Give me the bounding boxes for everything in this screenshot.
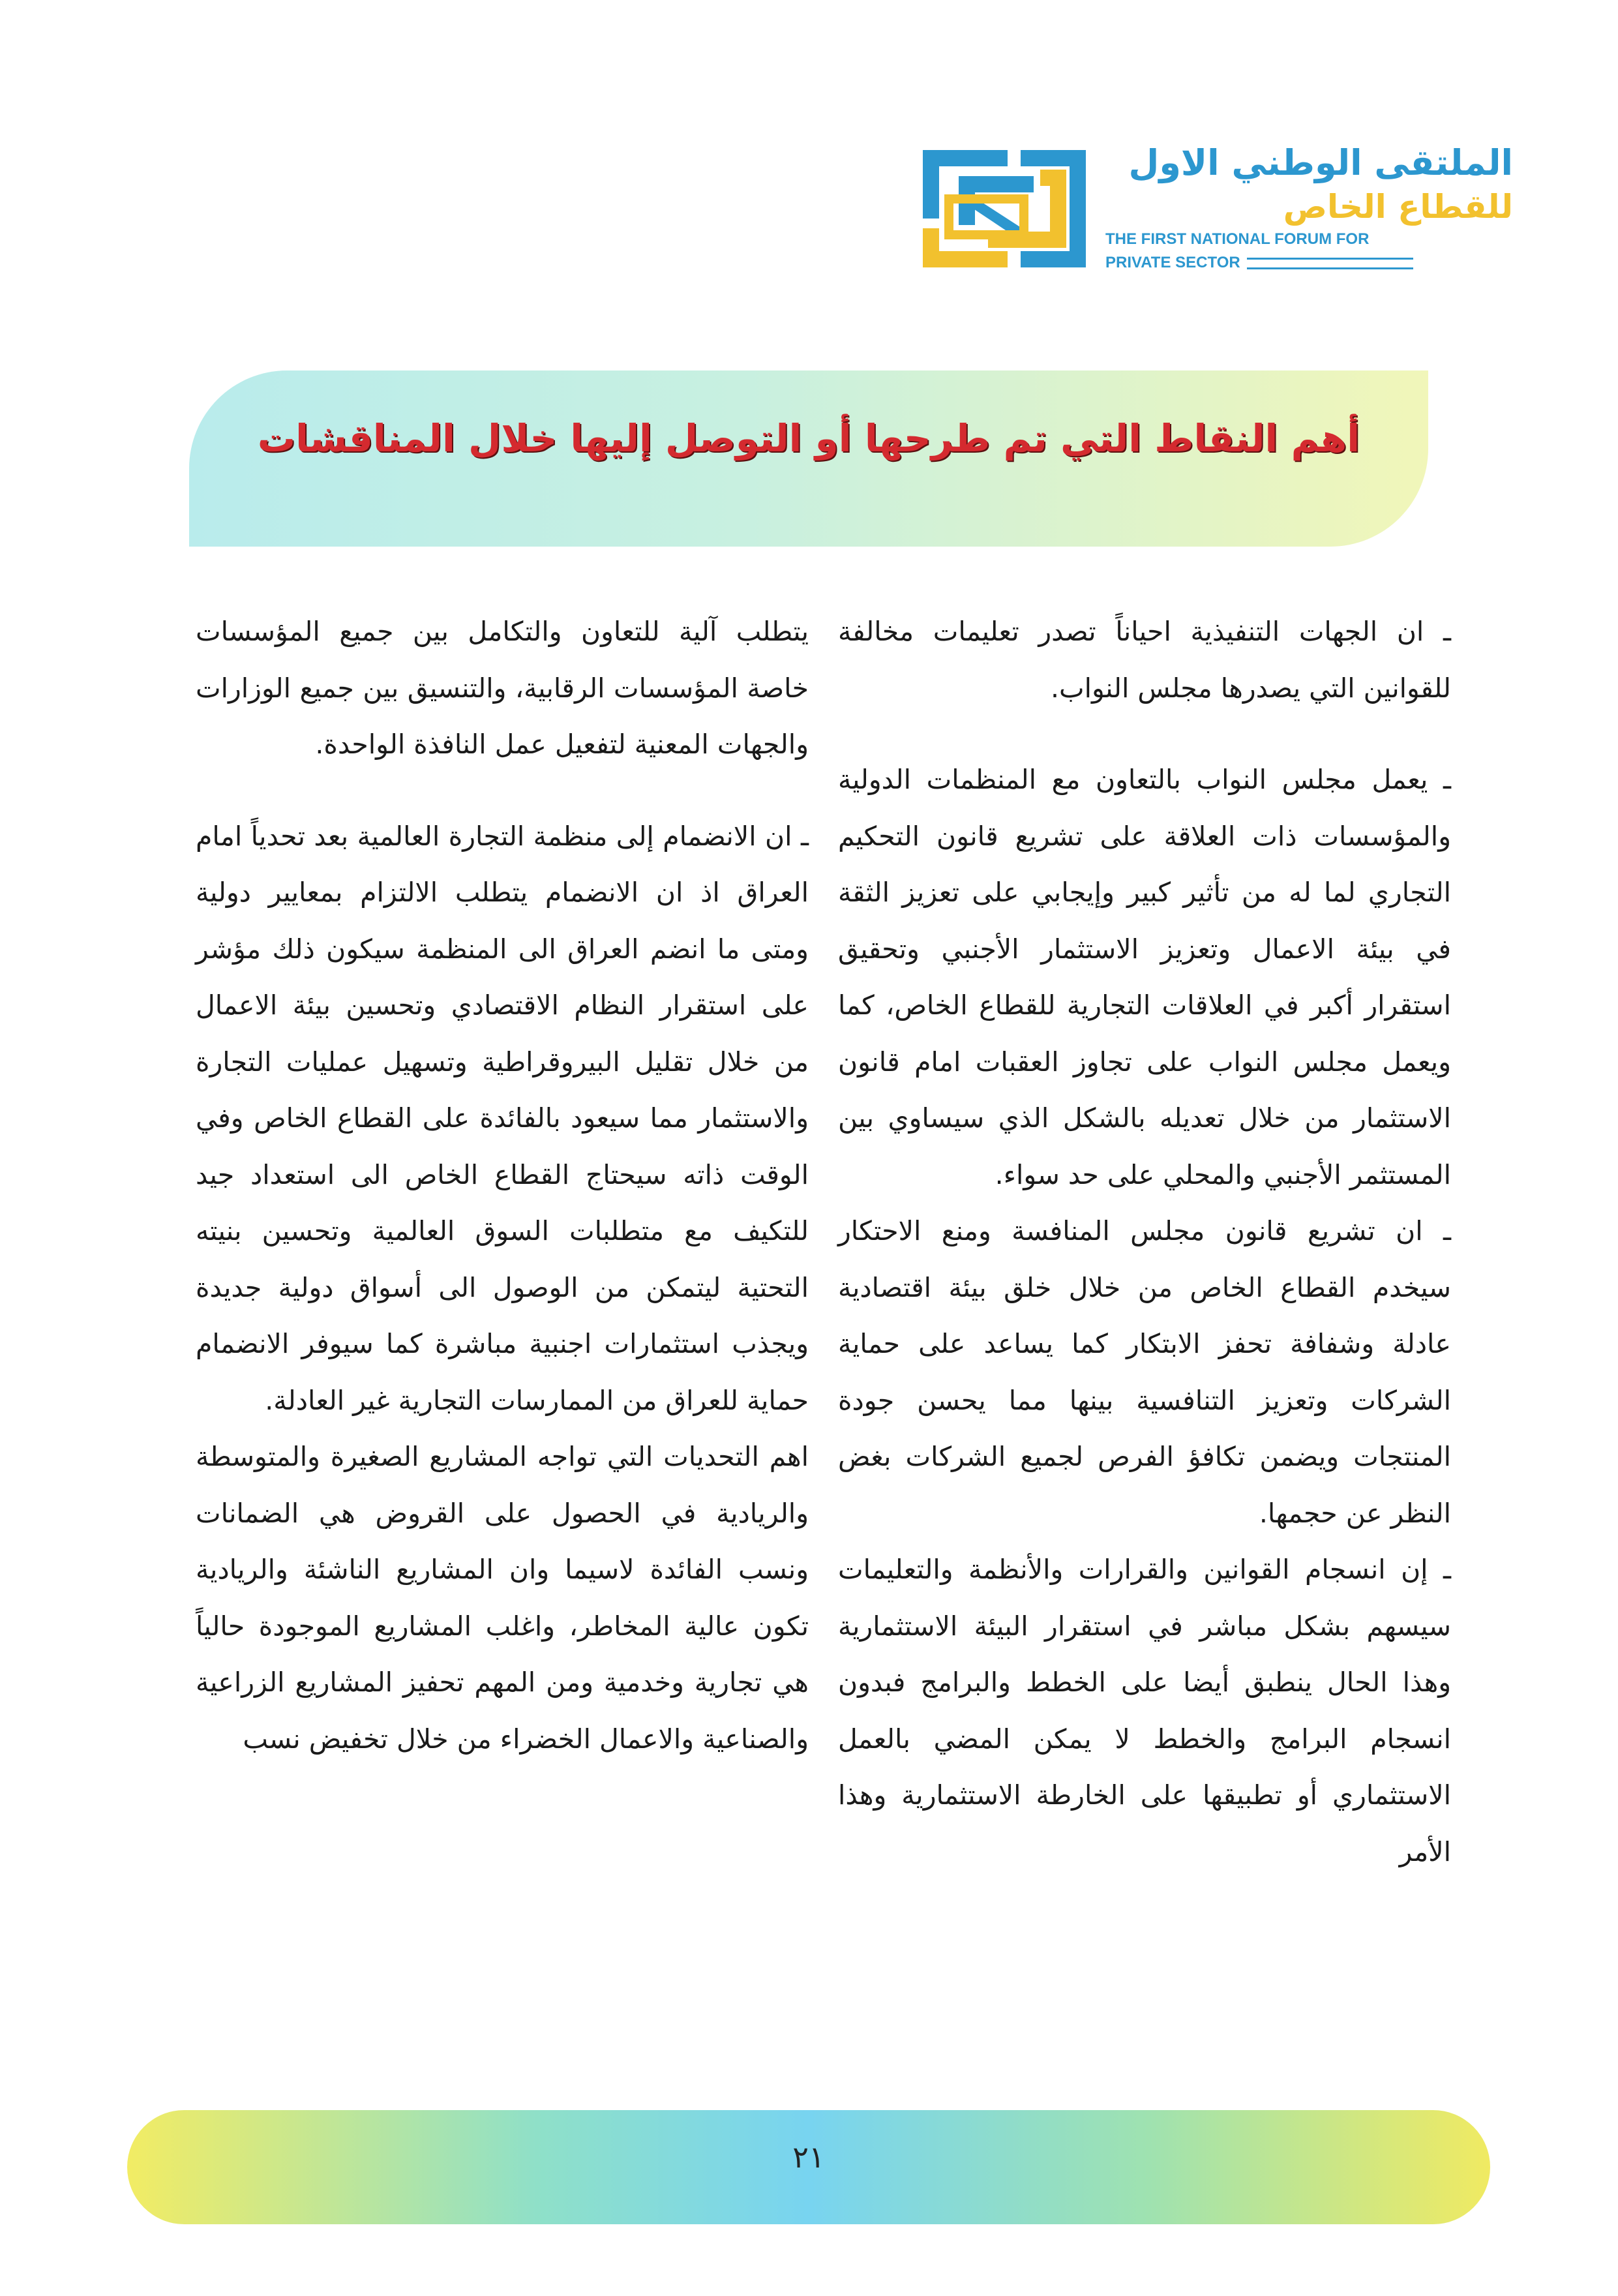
logo-decor-lines xyxy=(1247,258,1413,269)
paragraph: ـ يعمل مجلس النواب بالتعاون مع المنظمات الدولية والمؤسسات ذات العلاقة على تشريع قانون التحكيم التجاري لما له من تأثير كبير وإيجابي على تعزيز الثقة في بيئة الاعمال وتعزيز الاستثمار الأجنبي وتحقيق استقرار أكبر في العلاقات التجارية للقطاع الخاص، كما ويعمل مجلس النواب على تجاوز العقبات امام قانون الاستثمار من خلال تعديله بالشكل الذي سيساوي بين المستثمر الأجنبي والمحلي على حد سواء. xyxy=(838,764,1451,1190)
forum-logo-mark-icon xyxy=(910,140,1096,271)
page-number: ٢١ xyxy=(792,2139,825,2175)
section-heading: أهم النقاط التي تم طرحها أو التوصل إليها خلال المناقشات xyxy=(257,416,1360,461)
paragraph: ـ إن انسجام القوانين والقرارات والأنظمة والتعليمات سيسهم بشكل مباشر في استقرار البيئة الاستثمارية وهذا الحال ينطبق أيضا على الخطط والبرامج فبدون انسجام البرامج والخطط لا يمكن المضي بالعمل الاستثماري أو تطبيقها على الخارطة الاستثمارية وهذا الأمر xyxy=(838,1554,1451,1867)
logo-title-english-1 xyxy=(1105,228,1513,251)
paragraph: اهم التحديات التي تواجه المشاريع الصغيرة والمتوسطة والريادية في الحصول على القروض هي الضمانات ونسب الفائدة لاسيما وان المشاريع الناشئة والريادية تكون عالية المخاطر، واغلب المشاريع الموجودة حالياً هي تجارية وخدمية ومن المهم تحفيز المشاريع الزراعية والصناعية والاعمال الخضراء من خلال تخفيض نسب xyxy=(196,1441,809,1755)
heading-banner xyxy=(189,370,1428,547)
logo-english-line2-text: PRIVATE SECTOR xyxy=(1105,254,1240,271)
logo-english-line1-text: THE FIRST NATIONAL FORUM FOR xyxy=(1105,230,1370,248)
text-column-right xyxy=(838,603,1451,1880)
forum-logo xyxy=(910,140,1513,274)
paragraph: ـ ان الجهات التنفيذية احياناً تصدر تعليمات مخالفة للقوانين التي يصدرها مجلس النواب. xyxy=(838,616,1451,704)
logo-title-arabic-2: للقطاع الخاص xyxy=(1283,188,1513,226)
forum-logo-text xyxy=(1105,140,1513,275)
logo-title-arabic-1: الملتقى الوطني الاول xyxy=(1128,142,1513,183)
paragraph: يتطلب آلية للتعاون والتكامل بين جميع المؤسسات خاصة المؤسسات الرقابية، والتنسيق بين جميع الوزارات والجهات المعنية لتفعيل عمل النافذة الواحدة. xyxy=(196,616,809,760)
footer-bar xyxy=(127,2110,1490,2224)
logo-title-english-2 xyxy=(1105,251,1513,275)
text-column-left xyxy=(196,603,809,1767)
paragraph: ـ ان تشريع قانون مجلس المنافسة ومنع الاحتكار سيخدم القطاع الخاص من خلال خلق بيئة اقتصادية عادلة وشفافة تحفز الابتكار كما يساعد على حماية الشركات وتعزيز التنافسية بينها مما يحسن جودة المنتجات ويضمن تكافؤ الفرص لجميع الشركات بغض النظر عن حجمها. xyxy=(838,1215,1451,1529)
paragraph: ـ ان الانضمام إلى منظمة التجارة العالمية بعد تحدياً امام العراق اذ ان الانضمام يتطلب الالتزام بمعايير دولية ومتى ما انضم العراق الى المنظمة سيكون ذلك مؤشر على استقرار النظام الاقتصادي وتحسين بيئة الاعمال من خلال تقليل البيروقراطية وتسهيل عمليات التجارة والاستثمار مما سيعود بالفائدة على القطاع الخاص وفي الوقت ذاته سيحتاج القطاع الخاص الى استعداد جيد للتكيف مع متطلبات السوق العالمية وتحسين بنيته التحتية ليتمكن من الوصول الى أسواق دولية جديدة ويجذب استثمارات اجنبية مباشرة كما سيوفر الانضمام حماية للعراق من الممارسات التجارية غير العادلة. xyxy=(196,820,809,1416)
